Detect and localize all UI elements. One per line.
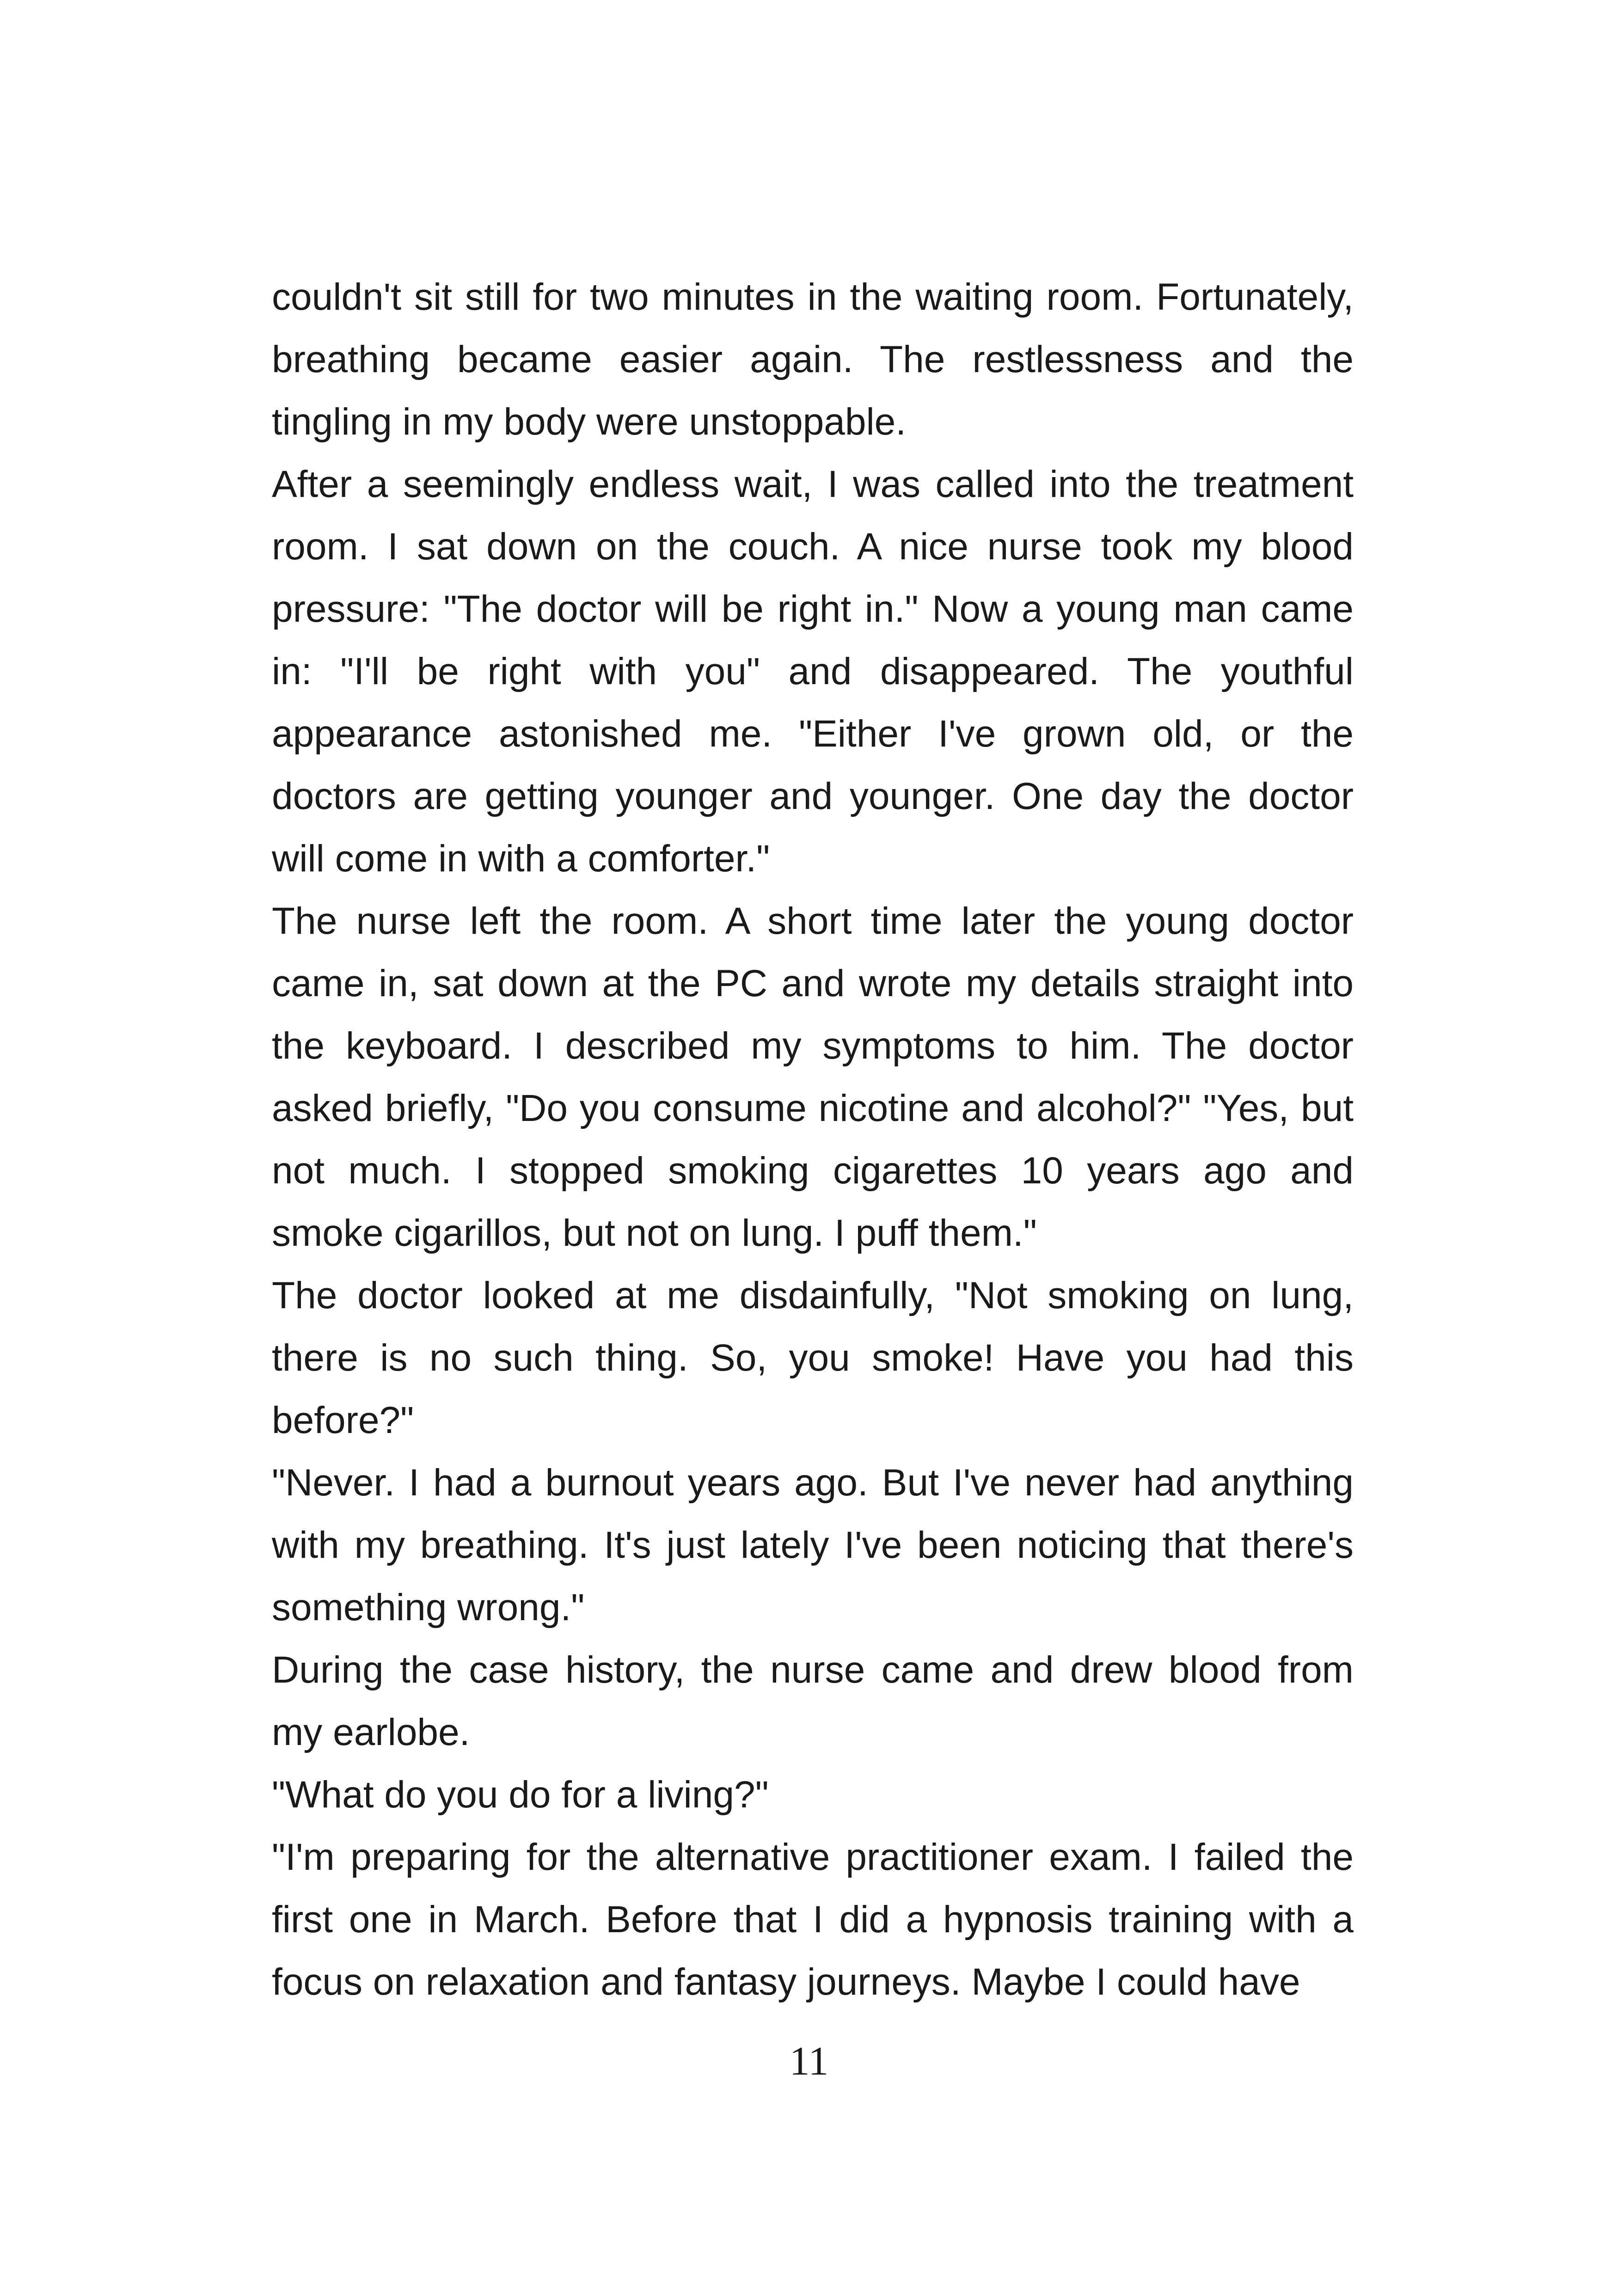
body-text — [272, 266, 1354, 2013]
paragraph: During the case history, the nurse came and drew blood from my earlobe. — [272, 1649, 1354, 1753]
paragraph: The nurse left the room. A short time later the young doctor came in, sat down at the PC and wrote my details straight into the keyboard. I described my symptoms to him. The doctor asked briefly, "Do you consume nicotine and alcohol?" "Yes, but not much. I stopped smoking cigarettes 10 years ago and smoke cigarillos, but not on lung. I puff them." — [272, 900, 1354, 1254]
paragraph: couldn't sit still for two minutes in the waiting room. Fortunately, breathing became easier again. The restlessness and the tingling in my body were unstoppable. — [272, 276, 1354, 443]
paragraph: The doctor looked at me disdainfully, "Not smoking on lung, there is no such thing. So, you smoke! Have you had this before?" — [272, 1274, 1354, 1441]
paragraph: "Never. I had a burnout years ago. But I've never had anything with my breathing. It's just lately I've been noticing that there's something wrong." — [272, 1462, 1354, 1629]
page-number: 11 — [789, 2039, 829, 2084]
paragraph: "I'm preparing for the alternative practitioner exam. I failed the first one in March. Before that I did a hypnosis training with a focus on relaxation and fantasy journeys. Maybe I could have — [272, 1836, 1354, 2003]
paragraph: "What do you do for a living?" — [272, 1774, 769, 1816]
paragraph: After a seemingly endless wait, I was called into the treatment room. I sat down on the couch. A nice nurse took my blood pressure: "The doctor will be right in." Now a young man came in: "I'll be right with you" and disappeared. The youthful appearance astonished me. "Either I've grown old, or the doctors are getting younger and younger. One day the doctor will come in with a comforter." — [272, 463, 1354, 880]
